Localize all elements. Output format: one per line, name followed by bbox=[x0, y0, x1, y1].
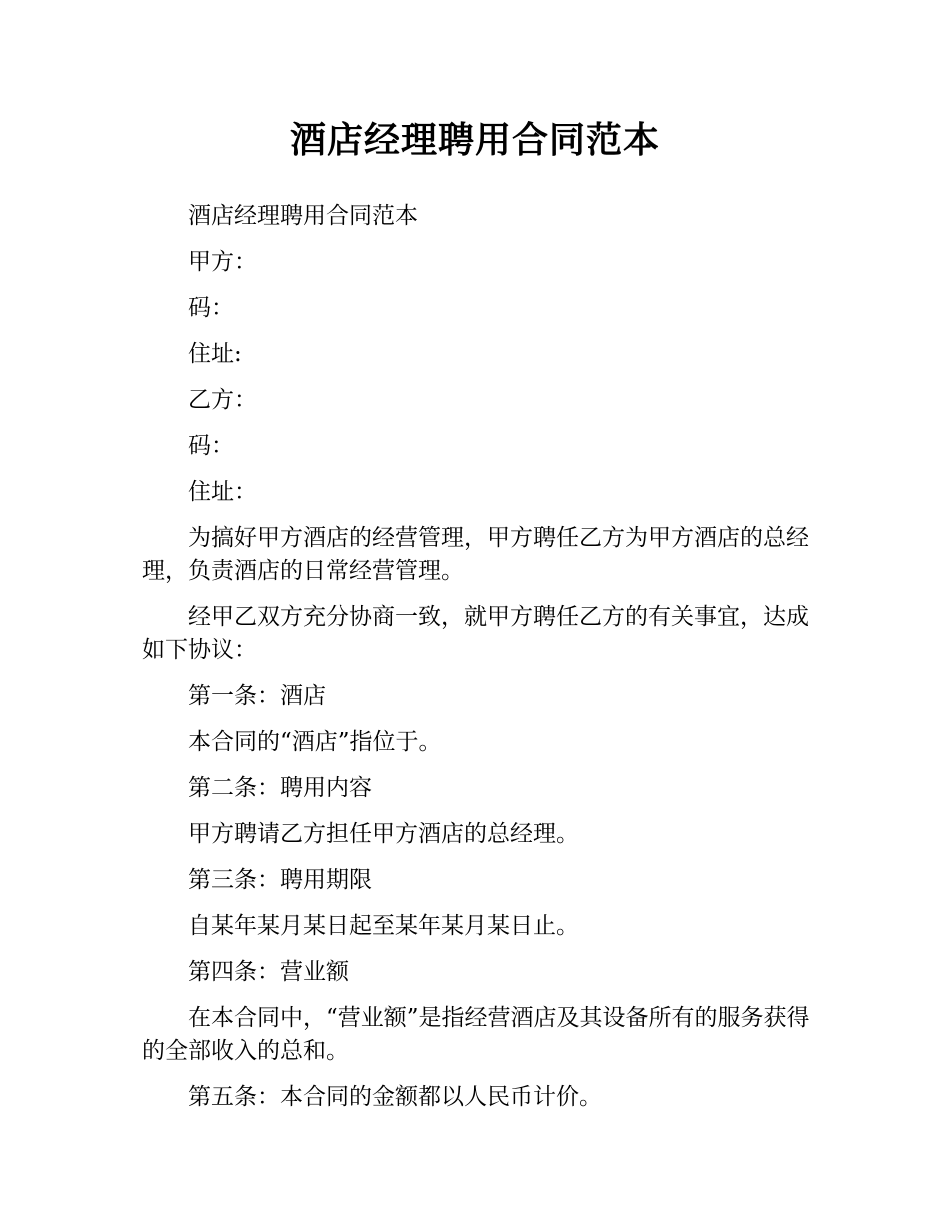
paragraph-article-4-heading: 第四条：营业额 bbox=[188, 959, 349, 985]
paragraph-article-5: 第五条：本合同的金额都以人民币计价。 bbox=[188, 1084, 602, 1110]
paragraph-article-4-body: 在本合同中，“营业额”是指经营酒店及其设备所有的服务获得的全部收入的总和。 bbox=[142, 1005, 810, 1064]
paragraph-party-b-address: 住址： bbox=[188, 479, 257, 505]
paragraph-article-3-heading: 第三条：聘用期限 bbox=[188, 867, 372, 893]
paragraph-agreement: 经甲乙双方充分协商一致，就甲方聘任乙方的有关事宜，达成如下协议： bbox=[142, 604, 809, 663]
paragraph-article-2-heading: 第二条：聘用内容 bbox=[188, 775, 372, 801]
paragraph-purpose: 为搞好甲方酒店的经营管理，甲方聘任乙方为甲方酒店的总经理，负责酒店的日常经营管理。 bbox=[142, 525, 809, 584]
paragraph-subtitle: 酒店经理聘用合同范本 bbox=[188, 203, 418, 229]
paragraph-party-b: 乙方： bbox=[188, 387, 257, 413]
paragraph-party-b-code: 码： bbox=[188, 433, 234, 459]
paragraph-party-a-code: 码： bbox=[188, 295, 234, 321]
paragraph-party-a-address: 住址: bbox=[188, 341, 242, 367]
paragraph-article-1-body: 本合同的“酒店”指位于。 bbox=[188, 729, 442, 755]
paragraph-article-2-body: 甲方聘请乙方担任甲方酒店的总经理。 bbox=[188, 821, 579, 847]
paragraph-article-3-body: 自某年某月某日起至某年某月某日止。 bbox=[188, 913, 579, 939]
document-body bbox=[142, 200, 810, 1127]
paragraph-article-1-heading: 第一条：酒店 bbox=[188, 683, 326, 709]
paragraph-party-a: 甲方： bbox=[188, 249, 257, 275]
document-title: 酒店经理聘用合同范本 bbox=[289, 120, 660, 161]
